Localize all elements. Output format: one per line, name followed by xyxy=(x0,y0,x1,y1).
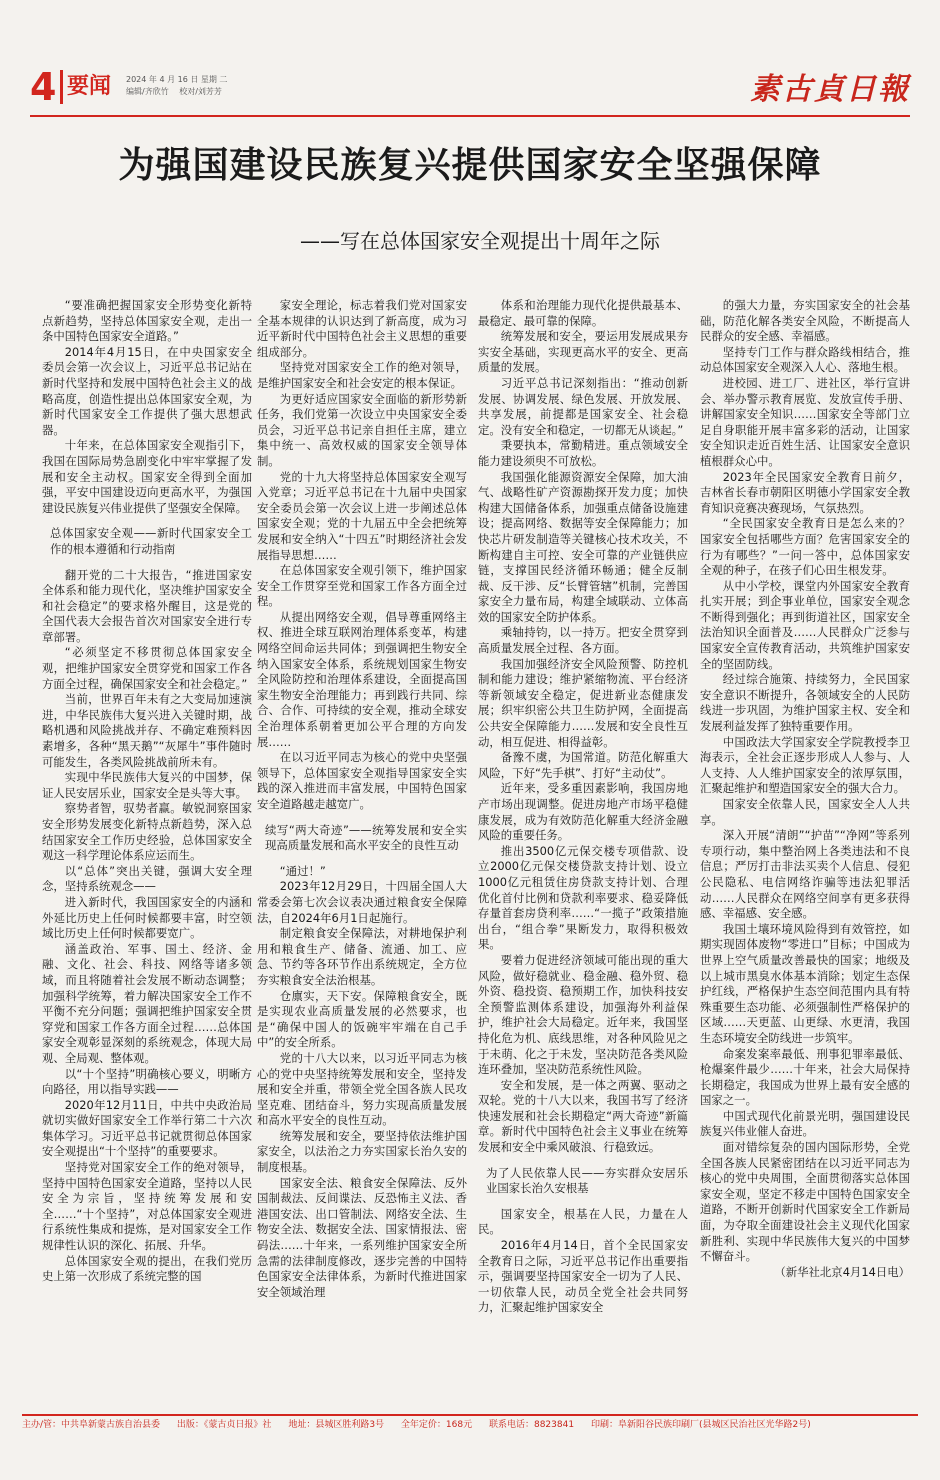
paragraph: 体系和治理能力现代化提供最基本、最稳定、最可靠的保障。 xyxy=(478,298,688,328)
paragraph: 仓廪实，天下安。保障粮食安全，既是实现农业高质量发展的必然要求，也是“确保中国人的饭碗牢牢端在自己手中”的安全所系。 xyxy=(257,988,467,1050)
paragraph: 涵盖政治、军事、国土、经济、金融、文化、社会、科技、网络等诸多领域，而且将随着社会发展不断动态调整；加强科学统筹，着力解决国家安全工作不平衡不充分问题；强调把维护国家安全贯穿党和国家工作各方面全过程……总体国家安全观彰显深刻的系统观念，体现大局观、全局观、整体观。 xyxy=(42,941,252,1065)
paragraph: 进入新时代，我国国家安全的内涵和外延比历史上任何时候都要丰富，时空领域比历史上任何时候都要宽广。 xyxy=(42,894,252,941)
paragraph: 经过综合施策、持续努力，全民国家安全意识不断提升，各领域安全的人民防线进一步巩固，为维护国家主权、安全和发展利益发挥了独特重要作用。 xyxy=(700,672,910,734)
header-divider xyxy=(30,115,910,117)
editor-line: 编辑/齐欣竹 校对/刘芳芳 xyxy=(126,87,222,96)
paragraph: 中国政法大学国家安全学院教授李卫海表示，全社会正逐步形成人人参与、人人支持、人人维护国家安全的浓厚氛围，汇聚起维护和塑造国家安全的强大合力。 xyxy=(700,734,910,796)
paragraph: 2023年全民国家安全教育日前夕，吉林省长春市朝阳区明德小学国家安全教育知识竞赛决赛现场，气氛热烈。 xyxy=(700,469,910,515)
paragraph: 在总体国家安全观引领下，维护国家安全工作贯穿至党和国家工作各方面全过程。 xyxy=(257,563,467,609)
footer-imprint xyxy=(22,1418,918,1432)
paragraph: 以“十个坚持”明确核心要义，明晰方向路径，用以指导实践—— xyxy=(42,1066,252,1097)
paragraph: “要准确把握国家安全形势变化新特点新趋势，坚持总体国家安全观，走出一条中国特色国家安全道路。” xyxy=(42,298,252,344)
paragraph: 习近平总书记深刻指出：“推动创新发展、协调发展、绿色发展、开放发展、共享发展，前提都是国家安全、社会稳定。没有安全和稳定，一切都无从谈起。” xyxy=(478,375,688,437)
paragraph: 在以习近平同志为核心的党中央坚强领导下，总体国家安全观指导国家安全实践的深入推进而丰富发展，中国特色国家安全道路越走越宽广。 xyxy=(257,750,467,811)
paragraph: 乘轴持钧，以一持万。把安全贯穿到高质量发展全过程、各方面。 xyxy=(478,625,688,656)
paragraph: 我国加强经济安全风险预警、防控机制和能力建设；维护紧缩物流、平台经济等新领域安全稳定，促进新业态健康发展；织牢织密公共卫生防护网，全面提高公共安全保障能力……发展和安全良性互动，相互促进、相得益彰。 xyxy=(478,656,688,749)
paragraph: 2023年12月29日，十四届全国人大常委会第七次会议表决通过粮食安全保障法，自2024年6月1日起施行。 xyxy=(257,879,467,925)
paragraph: 坚持专门工作与群众路线相结合，推动总体国家安全观深入人心、落地生根。 xyxy=(700,344,910,375)
paragraph: （新华社北京4月14日电） xyxy=(774,1264,910,1279)
paragraph: “全民国家安全教育日是怎么来的？国家安全包括哪些方面？危害国家安全的行为有哪些？”一问一答中，总体国家安全观的种子，在孩子们心田生根发芽。 xyxy=(700,516,910,578)
paragraph: 党的十八大以来，以习近平同志为核心的党中央坚持统筹发展和安全，坚持发展和安全并重，带领全党全国各族人民攻坚克难、团结奋斗，努力实现高质量发展和高水平安全的良性互动。 xyxy=(257,1050,467,1128)
paragraph: 2014年4月15日，在中央国家安全委员会第一次会议上，习近平总书记站在新时代坚持和发展中国特色社会主义的战略高度，创造性提出总体国家安全观，为新时代国家安全工作提供了强大思想武器。 xyxy=(42,344,252,437)
paragraph: “通过！” xyxy=(279,863,326,878)
footer-publisher: 出版：《蒙古贞日报》社 xyxy=(176,1420,272,1430)
paragraph: 为更好适应国家安全面临的新形势新任务，我们党第一次设立中央国家安全委员会，习近平总书记亲自担任主席，建立集中统一、高效权威的国家安全领导体制。 xyxy=(257,391,467,468)
paragraph: 续写“两大奇迹”——统筹发展和安全实现高质量发展和高水平安全的良性互动 xyxy=(265,822,467,853)
article-column-1 xyxy=(42,298,252,1398)
paragraph: 统筹发展和安全，要运用发展成果夯实安全基础，实现更高水平的安全、更高质量的发展。 xyxy=(478,329,688,375)
paragraph: 制定粮食安全保障法，对耕地保护利用和粮食生产、储备、流通、加工、应急、节约等各环节作出系统规定，全方位夯实粮食安全法治根基。 xyxy=(257,926,467,987)
paragraph: 的强大力量，夯实国家安全的社会基础，防范化解各类安全风险，不断提高人民群众的安全感、幸福感。 xyxy=(700,298,910,344)
footer-divider xyxy=(22,1414,918,1416)
paragraph: 进校园、进工厂、进社区，举行宣讲会、举办警示教育展览、发放宣传手册、讲解国家安全知识……国家安全等部门立足自身职能开展丰富多彩的活动，让国家安全知识走近百姓生活、让国家安全意识植根群众心中。 xyxy=(700,375,910,468)
paragraph: 命案发案率最低、刑事犯罪率最低、枪爆案件最少……十年来，社会大局保持长期稳定，我国成为世界上最有安全感的国家之一。 xyxy=(700,1046,910,1108)
paragraph: 察势者智，驭势者赢。敏锐洞察国家安全形势发展变化新特点新趋势，深入总结国家安全工作历史经验，总体国家安全观这一科学理论体系应运而生。 xyxy=(42,801,252,863)
date-line: 2024 年 4 月 16 日 星期 二 xyxy=(126,75,228,84)
section-name: 要闻 xyxy=(60,70,111,104)
article-column-2 xyxy=(257,298,467,1398)
paragraph: 总体国家安全观的提出，在我们党历史上第一次形成了系统完整的国 xyxy=(42,1253,252,1284)
article-column-4 xyxy=(700,298,910,1398)
paragraph: 从提出网络安全观，倡导尊重网络主权、推进全球互联网治理体系变革，构建网络空间命运共同体；到强调把生物安全纳入国家安全体系，系统规划国家生物安全风险防控和治理体系建设，全面提高国家生物安全治理能力；再到践行共同、综合、合作、可持续的安全观，推动全球安全治理体系朝着更加公平合理的方向发展…… xyxy=(257,609,467,749)
paragraph: 国家安全法、粮食安全保障法、反外国制裁法、反间谍法、反恐怖主义法、香港国安法、出口管制法、网络安全法、生物安全法、数据安全法、国家情报法、密码法……十年来，一系列维护国家安全所急需的法律制度修改，逐步完善的中国特色国家安全法律体系，为新时代推进国家安全领域治理 xyxy=(257,1175,467,1299)
paragraph: 十年来，在总体国家安全观指引下，我国在国际局势急剧变化中牢牢掌握了发展和安全主动权。国家安全得到全面加强，平安中国建设迈向更高水平，为强国建设民族复兴伟业提供了坚强安全保障。 xyxy=(42,438,252,515)
paragraph: 国家安全依靠人民，国家安全人人共享。 xyxy=(700,797,910,827)
newspaper-logo: 素古貞日報 xyxy=(750,72,910,107)
paragraph: 我国土壤环境风险得到有效管控，如期实现固体废物“零进口”目标；中国成为世界上空气质量改善最快的国家；地级及以上城市黑臭水体基本消除；划定生态保护红线，严格保护生态空间范围内具有特殊重要生态功能、必须强制性严格保护的区域……天更蓝、山更绿、水更清，我国生态环境安全防线进一步筑牢。 xyxy=(700,921,910,1045)
footer-printer: 印刷：阜新阳谷民族印刷厂(县城区民治社区光华路2号) xyxy=(590,1420,811,1430)
paragraph: 中国式现代化前景光明，强国建设民族复兴伟业催人奋进。 xyxy=(700,1108,910,1139)
paragraph: 当前，世界百年未有之大变局加速演进，中华民族伟大复兴进入关键时期，战略机遇和风险挑战并存、不确定难预料因素增多，各种“黑天鹅”“灰犀牛”事件随时可能发生，各类风险挑战前所未有。 xyxy=(42,692,252,769)
footer-address: 地址：县城区胜利路3号 xyxy=(288,1420,385,1430)
paragraph: 备豫不虞，为国常道。防范化解重大风险，下好“先手棋”、打好“主动仗”。 xyxy=(478,750,688,780)
paragraph: 2016年4月14日，首个全民国家安全教育日之际，习近平总书记作出重要指示，强调要坚持国家安全一切为了人民、一切依靠人民，动员全党全社会共同努力，汇聚起维护国家安全 xyxy=(478,1238,688,1315)
date-editor-info xyxy=(126,74,227,98)
paragraph: 安全和发展，是一体之两翼、驱动之双轮。党的十八大以来，我国书写了经济快速发展和社会长期稳定“两大奇迹”新篇章。新时代中国特色社会主义事业在统筹发展和安全中乘风破浪、行稳致远。 xyxy=(478,1077,688,1155)
paragraph: 国家安全，根基在人民，力量在人民。 xyxy=(478,1206,688,1237)
paragraph: 坚持党对国家安全工作的绝对领导，是维护国家安全和社会安定的根本保证。 xyxy=(257,360,467,390)
paragraph: 我国强化能源资源安全保障，加大油气、战略性矿产资源勘探开发力度；加快构建大国储备体系，加强重点储备设施建设；提高网络、数据等安全保障能力；加快芯片研发制造等关键核心技术攻关，不断构建自主可控、安全可靠的产业链供应链，支撑国民经济循环畅通；健全反制裁、反干涉、反“长臂管辖”机制，完善国家安全力量布局，构建全域联动、立体高效的国家安全防护体系。 xyxy=(478,469,688,624)
footer-sponsor: 主办/管：中共阜新蒙古族自治县委 xyxy=(22,1420,161,1430)
headline: 为强国建设民族复兴提供国家安全坚强保障 xyxy=(118,145,822,186)
paragraph: 坚持党对国家安全工作的绝对领导，坚持中国特色国家安全道路，坚持以人民安全为宗旨，坚持统筹发展和安全……“十个坚持”，对总体国家安全观进行系统性集成和提炼，是对国家安全工作规律性认识的深化、拓展、升华。 xyxy=(42,1160,252,1253)
paragraph: 实现中华民族伟大复兴的中国梦，保证人民安居乐业，国家安全是头等大事。 xyxy=(42,770,252,800)
paragraph: 从中小学校，课堂内外国家安全教育扎实开展；到企事业单位，国家安全观念不断得到强化；再到街道社区，国家安全法治知识全面普及……人民群众广泛参与国家安全宣传教育活动，共筑维护国家安全的坚固防线。 xyxy=(700,578,910,671)
masthead xyxy=(30,64,910,110)
footer-phone: 联系电话：8823841 xyxy=(488,1420,575,1430)
footer-price: 全年定价：168元 xyxy=(400,1420,473,1430)
paragraph: 要着力促进经济领域可能出现的重大风险，做好稳就业、稳金融、稳外贸、稳外资、稳投资、稳预期工作，加快科技安全预警监测体系建设，加强海外利益保护，维护社会大局稳定。近年来，我国坚持化危为机、底线思维，对各种风险见之于未萌、化之于未发，坚决防范各类风险连环叠加，坚决防范系统性风险。 xyxy=(478,952,688,1077)
paragraph: 党的十九大将坚持总体国家安全观写入党章；习近平总书记在十九届中央国家安全委员会第一次会议上进一步阐述总体国家安全观；党的十九届五中全会把统筹发展和安全纳入“十四五”时期经济社会发展指导思想…… xyxy=(257,469,467,562)
subheadline: ——写在总体国家安全观提出十周年之际 xyxy=(300,229,660,253)
paragraph: 2020年12月11日，中共中央政治局就切实做好国家安全工作举行第二十六次集体学习。习近平总书记就贯彻总体国家安全观提出“十个坚持”的重要要求。 xyxy=(42,1097,252,1159)
page-number: 4 xyxy=(30,65,57,109)
paragraph: 深入开展“清朗”“护苗”“净网”等系列专项行动，集中整治网上各类违法和不良信息；严厉打击非法买卖个人信息、侵犯公民隐私、电信网络诈骗等违法犯罪活动……人民群众在网络空间享有更多获得感、幸福感、安全感。 xyxy=(700,828,910,921)
paragraph: 为了人民依靠人民——夯实群众安居乐业国家长治久安根基 xyxy=(486,1165,688,1196)
paragraph: 总体国家安全观——新时代国家安全工作的根本遵循和行动指南 xyxy=(50,526,252,556)
paragraph: 家安全理论，标志着我们党对国家安全基本规律的认识达到了新高度，成为习近平新时代中国特色社会主义思想的重要组成部分。 xyxy=(257,298,467,359)
paragraph: “必须坚定不移贯彻总体国家安全观，把维护国家安全贯穿党和国家工作各方面全过程，确保国家安全和社会稳定。” xyxy=(42,645,252,691)
paragraph: 近年来，受多重因素影响，我国房地产市场出现调整。促进房地产市场平稳健康发展，成为有效防范化解重大经济金融风险的重要任务。 xyxy=(478,781,688,843)
paragraph: 秉要执本，常勤精进。重点领域安全能力建设须臾不可放松。 xyxy=(478,438,688,468)
article-column-3 xyxy=(478,298,688,1398)
paragraph: 面对错综复杂的国内国际形势，全党全国各族人民紧密团结在以习近平同志为核心的党中央周围，全面贯彻落实总体国家安全观，坚定不移走中国特色国家安全道路，不断开创新时代国家安全工作新局面，为夺取全面建设社会主义现代化国家新胜利、实现中华民族伟大复兴的中国梦不懈奋斗。 xyxy=(700,1140,910,1264)
paragraph: 推出3500亿元保交楼专项借款、设立2000亿元保交楼贷款支持计划、设立1000亿元租赁住房贷款支持计划、合理优化首付比例和贷款利率要求、稳妥降低存量首套房贷利率……“一揽子”政策措施出台，“组合拳”果断发力，取得积极效果。 xyxy=(478,843,688,952)
paragraph: 以“总体”突出关键，强调大安全理念，坚持系统观念—— xyxy=(42,863,252,894)
paragraph: 翻开党的二十大报告，“推进国家安全体系和能力现代化，坚决维护国家安全和社会稳定”的要求格外醒目，这是党的全国代表大会报告首次对国家安全进行专章部署。 xyxy=(42,567,252,644)
paragraph: 统筹发展和安全，要坚持依法维护国家安全，以法治之力夯实国家长治久安的制度根基。 xyxy=(257,1128,467,1175)
